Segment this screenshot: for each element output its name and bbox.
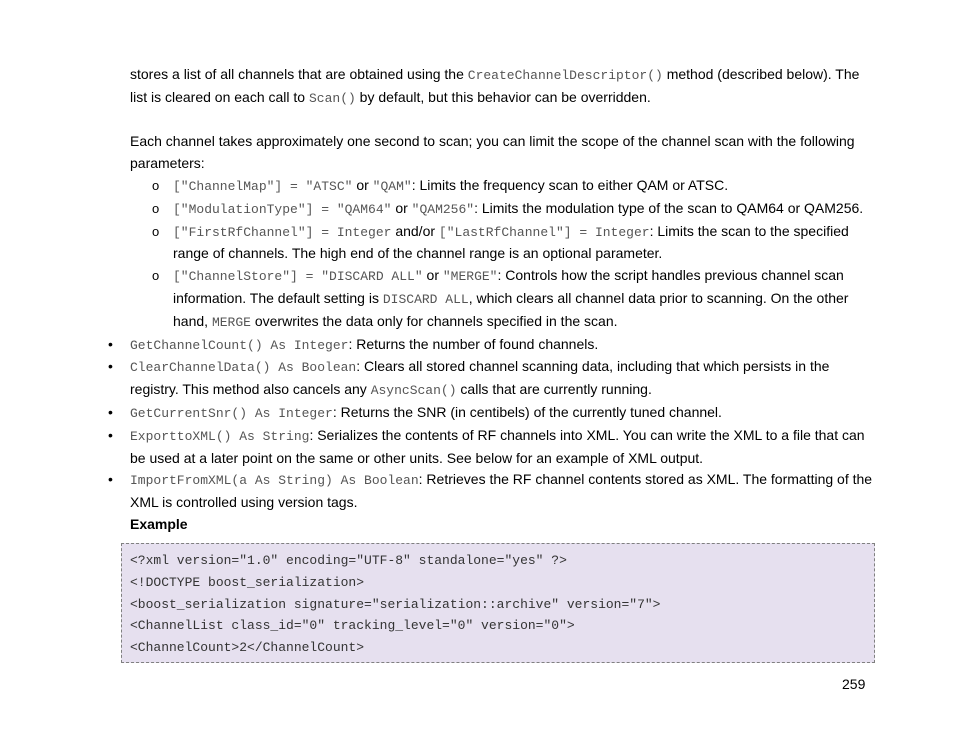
method-list (130, 334, 880, 514)
method-signature: ImportFromXML(a As String) As Boolean (130, 473, 419, 489)
parameter-list (130, 175, 880, 334)
inline-code: "QAM256" (411, 201, 475, 217)
method-signature: ClearChannelData() As Boolean (130, 360, 357, 376)
inline-code: ["FirstRfChannel"] = Integer (173, 224, 392, 240)
intro-text: by default, but this behavior can be overridden. (355, 88, 651, 105)
list-item (130, 469, 880, 514)
inline-code: "MERGE" (442, 269, 498, 285)
list-text: or (391, 199, 412, 216)
inline-code: MERGE (211, 314, 251, 330)
inline-code: ["ModulationType"] = "QAM64" (173, 201, 392, 217)
code-line: <?xml version="1.0" encoding="UTF-8" standalone="yes" ?> (130, 553, 567, 568)
list-item (130, 425, 880, 470)
code-line: <!DOCTYPE boost_serialization> (130, 574, 365, 590)
list-item (130, 334, 880, 357)
list-text: : Controls how the script handles previous channel scan information. The default setting is (173, 267, 844, 306)
method-description: : Returns the SNR (in centibels) of the currently tuned channel. (332, 403, 722, 420)
method-signature: GetCurrentSnr() As Integer (130, 405, 333, 421)
method-description: : Clears all stored channel scanning data, including that which persists in the registry. This method also cancels any (130, 358, 830, 398)
method-signature: ExporttoXML() As String (130, 428, 310, 444)
document-body (130, 64, 880, 536)
list-text: or (352, 176, 373, 193)
list-item (130, 175, 880, 198)
list-item (130, 402, 880, 425)
intro-text: method (described below). The list is cleared on each call to (130, 66, 860, 105)
example-heading: Example (130, 515, 188, 532)
paragraph-gap (130, 110, 880, 132)
intro-text: stores a list of all channels that are obtained using the (130, 66, 468, 82)
list-item (130, 221, 880, 266)
list-text: : Limits the scan to the specified range of channels. The high end of the channel range is an optional parameter. (173, 222, 849, 262)
code-line: <boost_serialization signature="serialization::archive" version="7"> (130, 596, 661, 612)
list-text: or (422, 267, 443, 284)
code-line: <ChannelList class_id="0" tracking_level="0" version="0"> (130, 618, 575, 634)
list-item (130, 356, 880, 402)
inline-code: CreateChannelDescriptor() (467, 68, 663, 83)
list-text: : Limits the modulation type of the scan to QAM64 or QAM256. (474, 199, 864, 216)
inline-code: ["ChannelStore"] = "DISCARD ALL" (173, 269, 423, 285)
method-signature: GetChannelCount() As Integer (130, 337, 349, 353)
inline-code: "QAM" (372, 178, 412, 194)
method-description: : Serializes the contents of RF channels into XML. You can write the XML to a file that can be used at a later point on the same or other units. See below for an example of XML output. (130, 426, 865, 466)
code-example-block (121, 543, 875, 663)
scan-paragraph: Each channel takes approximately one second to scan; you can limit the scope of the channel scan with the following parameters: (130, 133, 855, 172)
list-item (130, 265, 880, 333)
intro-paragraph (130, 64, 880, 110)
inline-code: ["ChannelMap"] = "ATSC" (173, 178, 353, 194)
method-description: calls that are currently running. (456, 381, 652, 398)
list-text: , which clears all channel data prior to scanning. On the other hand, (173, 289, 849, 329)
inline-code: Scan() (308, 90, 356, 106)
list-text: : Limits the frequency scan to either QAM or ATSC. (411, 176, 729, 193)
inline-code: ["LastRfChannel"] = Integer (438, 224, 650, 240)
method-description: : Returns the number of found channels. (348, 335, 599, 352)
method-description: : Retrieves the RF channel contents stored as XML. The formatting of the XML is controlled using version tags. (130, 471, 873, 511)
inline-code: DISCARD ALL (382, 291, 469, 307)
list-text: and/or (391, 222, 439, 239)
list-text: overwrites the data only for channels specified in the scan. (250, 312, 618, 329)
list-item (130, 198, 880, 221)
code-line: <ChannelCount>2</ChannelCount> (130, 640, 365, 656)
page-number: 259 (842, 676, 866, 692)
inline-code: AsyncScan() (370, 383, 457, 399)
